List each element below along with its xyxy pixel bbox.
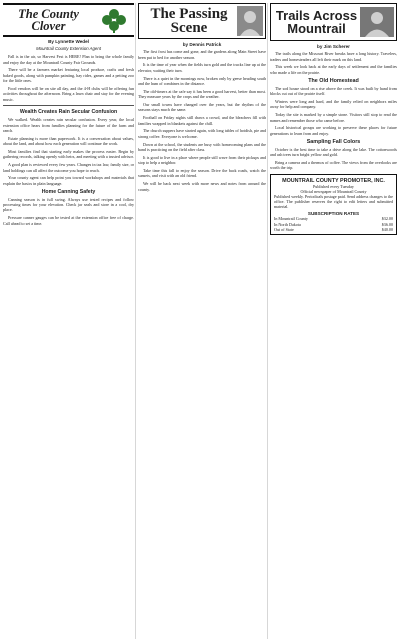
story-headline: Sampling Fall Colors (306, 138, 361, 145)
paragraph: We will be back next week with more news and notes from around the county. (138, 181, 266, 192)
author-photo (360, 7, 394, 37)
paragraph: A good plan is reviewed every few years. Changes in tax law, family size, or land holdings can all affect the outcome you hope to reach. (3, 162, 134, 173)
paragraph: Bring a camera and a thermos of coffee. The views from the overlooks are worth the trip. (270, 160, 397, 171)
paragraph: There will be a farmers market featuring local produce, crafts and fresh baked goods, along with pumpkin painting, hay rides, games and a petting zoo for the little ones. (3, 67, 134, 84)
paragraph: Winters were long and hard, and the family relied on neighbors miles away for help and company. (270, 99, 397, 110)
publication-line: Published every Tuesday (313, 183, 354, 189)
paragraph: Down at the school, the students are busy with homecoming plans and the band is practicing on the field after class. (138, 141, 266, 153)
paragraph: Today the site is marked by a simple stone. Visitors still stop to read the names and remember those who came before. (270, 112, 397, 123)
passing-scene-title: The Passing Scene (150, 6, 228, 36)
rate-value: $40.00 (381, 226, 393, 232)
column-county-clover (3, 3, 134, 639)
paragraph: It is the time of year when the fields turn gold and the trucks line up at the elevator, waiting their turn. (138, 62, 266, 73)
rate-label: Out of State (274, 226, 294, 232)
rate-label: In Mountrail County (274, 216, 308, 222)
paragraph: It is good to live in a place where people still wave from their pickups and stop to help a neighbor. (138, 154, 266, 166)
county-clover-masthead (3, 3, 134, 37)
paragraph: Local historical groups are working to preserve these places for future generations to learn from and enjoy. (270, 125, 397, 136)
county-clover-title: The County Clover (18, 7, 79, 33)
paragraph: Take time this fall to enjoy the season. Drive the back roads, watch the sunsets, and visit with an old friend. (138, 168, 266, 179)
column-passing-scene (138, 3, 266, 639)
paragraph: Your county agent can help point you toward workshops and materials that explain the basics in plain language. (3, 175, 134, 186)
paragraph: The trails along the Missouri River breaks have a long history. Travelers, traders and homesteaders all left their mark on this land. (270, 51, 397, 62)
publication-body: Published weekly. Periodicals postage paid. Send address changes to the office. The publisher reserves the right to edit letters and submitted material. (274, 194, 393, 210)
publication-line: Official newspaper of Mountrail County (300, 188, 367, 194)
4h-clover-logo (94, 7, 134, 33)
paragraph: We walked. Wealth creates rain secular confusion. Every year, the local extension office hears from families planning for the future of the farm and ranch. (3, 117, 134, 134)
trails-title: Trails Across Mountrail (275, 8, 358, 36)
rate-row (274, 227, 393, 232)
story-headline: Wealth Creates Rain Secular Confusion (19, 109, 118, 116)
paragraph: Most families find that starting early makes the process easier. Begin by gathering records, talking openly with heirs, and meeting with a trusted advisor. (3, 149, 134, 160)
column-rule (267, 3, 268, 639)
county-clover-role: Mountrail County Extension Agent (36, 46, 101, 52)
subhead: Home Canning Safety (41, 188, 96, 195)
paragraph: The first frost has come and gone, and the gardens along Main Street have been put to bed for another season. (138, 49, 266, 60)
publication-info-box (270, 174, 397, 235)
paragraph: This week we look back at the early days of settlement and the families who made a life on the prairie. (270, 64, 397, 75)
paragraph: Pressure canner gauges can be tested at the extension office free of charge. Call ahead to set a time. (3, 215, 134, 226)
paragraph: The church suppers have started again, with long tables of hotdish, pie and strong coffee. Everyone is welcome. (138, 128, 266, 139)
paragraph: Canning season is in full swing. Always use tested recipes and follow processing times for your elevation. Check jar seals and store in a cool, dry place. (3, 196, 134, 213)
column-trails-across-mountrail (270, 3, 397, 639)
author-photo (237, 6, 263, 36)
paragraph: The old-timers at the cafe say it has been a good harvest, better than most. They measure years by the crops and the weather. (138, 88, 266, 100)
rate-value: $36.00 (381, 221, 393, 227)
paragraph: The sod house stood on a rise above the creek. It was built by hand from blocks cut out of the prairie itself. (270, 85, 397, 97)
passing-scene-byline: by Dennis Patrick (182, 42, 222, 47)
rate-value: $32.00 (381, 216, 393, 222)
paragraph: October is the best time to take a drive along the lake. The cottonwoods and ash trees turn bright yellow and gold. (270, 146, 397, 158)
passing-scene-masthead (138, 3, 266, 39)
paragraph: Food vendors will be on site all day, and the 4-H clubs will be offering fun activities throughout the afternoon. Bring a lawn chair and stay for the evening music. (3, 86, 134, 102)
column-rule (135, 3, 136, 639)
paragraph: There is a quiet in the mornings now, broken only by geese heading south and the hum of combines in the distance. (138, 75, 266, 87)
county-clover-byline: By Lynnette Wedel (48, 39, 89, 44)
paragraph: Estate planning is more than paperwork. It is a conversation about values, about the land, and about how each generation will continue the work. (3, 135, 134, 147)
publisher-name: MOUNTRAIL COUNTY PROMOTER, INC. (282, 177, 385, 184)
divider (3, 105, 134, 106)
trails-byline: by Jim Scherer (317, 44, 350, 49)
paragraph: Fall is in the air, so Harvest Fest is HERE! Plan to bring the whole family and enjoy the day at the Mountrail County Fair Grounds. (3, 54, 134, 65)
subscription-heading: SUBSCRIPTION RATES (307, 211, 360, 217)
paragraph: Our small towns have changed over the years, but the rhythm of the seasons stays much the same. (138, 102, 266, 113)
rate-label: In North Dakota (274, 221, 301, 227)
story-headline: The Old Homestead (308, 77, 359, 84)
trails-masthead (270, 3, 397, 41)
paragraph: Football on Friday nights still draws a crowd, and the bleachers fill with families wrapped in blankets against the chill. (138, 115, 266, 126)
